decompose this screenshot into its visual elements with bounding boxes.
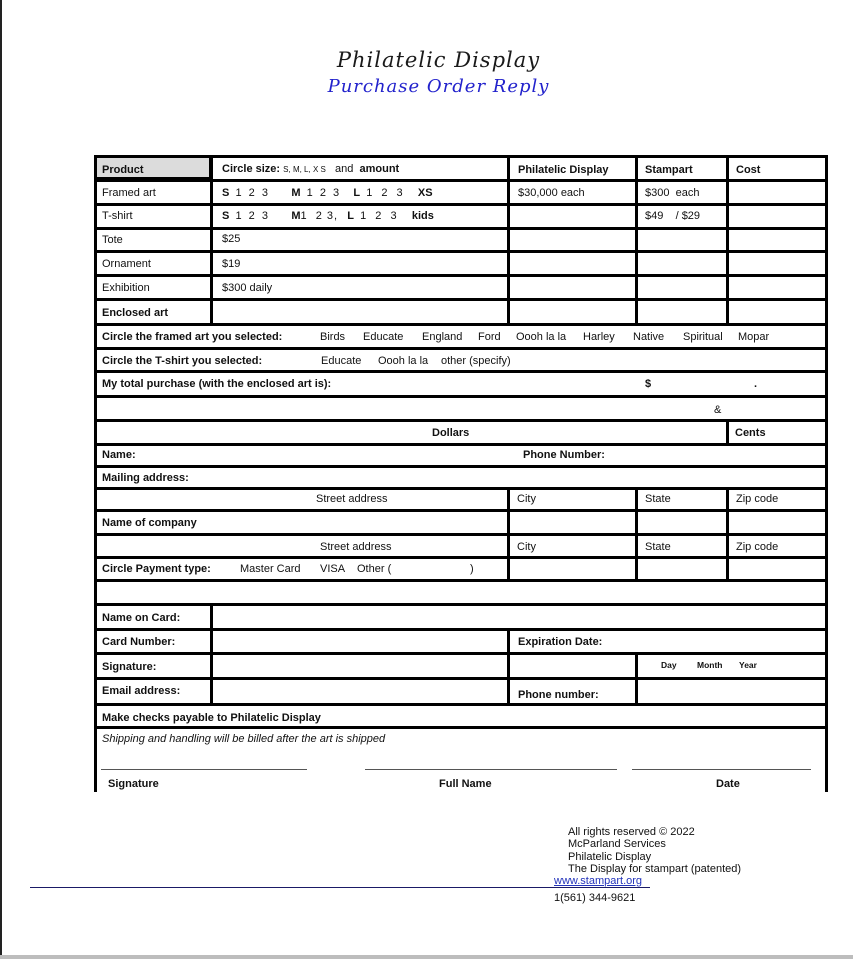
product-ornament: Ornament — [102, 258, 151, 270]
total-label: My total purchase (with the enclosed art is): — [102, 378, 332, 390]
dollar-sign: $ — [645, 378, 652, 390]
size-l[interactable]: L — [353, 187, 361, 199]
and-text: and — [335, 163, 354, 175]
document-subtitle: Purchase Order Reply — [327, 76, 550, 97]
city-field[interactable] — [510, 512, 635, 533]
row-line — [94, 274, 828, 277]
date-caption: Date — [716, 778, 740, 790]
phone-number-field[interactable] — [615, 446, 825, 465]
row-line — [94, 703, 828, 706]
row-line — [94, 370, 828, 373]
table-left-border — [94, 155, 97, 792]
framed-art-option[interactable]: Ford — [478, 331, 501, 343]
framed-art-stampart-price: $300 each — [645, 187, 700, 199]
row-line — [94, 556, 828, 559]
product-enclosed-art: Enclosed art — [102, 307, 169, 319]
signature-label: Signature: — [102, 661, 157, 673]
expiration-month-label: Month — [697, 660, 723, 670]
size-kids[interactable]: kids — [411, 210, 434, 222]
framed-art-option[interactable]: Birds — [320, 331, 346, 343]
payment-type-label: Circle Payment type: — [102, 563, 211, 575]
size-l[interactable]: L — [347, 210, 354, 222]
signature-line — [101, 769, 307, 770]
row-line — [94, 250, 828, 253]
framed-art-option[interactable]: England — [422, 331, 463, 343]
tote-price: $25 — [222, 233, 241, 245]
product-tshirt: T-shirt — [102, 210, 133, 222]
card-number-field[interactable] — [213, 631, 507, 652]
tshirt-selection-label: Circle the T-shirt you selected: — [102, 355, 263, 367]
date-line — [632, 769, 811, 770]
column-line — [507, 487, 510, 579]
row-line — [94, 579, 828, 582]
shipping-note: Shipping and handling will be billed after the art is shipped — [102, 733, 386, 745]
column-line — [507, 155, 510, 325]
header-philatelic-display: Philatelic Display — [518, 164, 609, 176]
circle-size-options: S, M, L, X S — [283, 165, 326, 174]
payment-other-close-paren: ) — [470, 563, 474, 575]
dollars-label: Dollars — [432, 427, 470, 439]
company-zip-code-label: Zip code — [736, 541, 779, 553]
row-line — [94, 298, 828, 301]
page-bottom-edge — [0, 955, 853, 959]
payment-option-visa[interactable]: VISA — [320, 563, 346, 575]
decimal-point: . — [754, 378, 758, 390]
column-line — [635, 487, 638, 579]
row-line — [94, 155, 828, 158]
expiration-date-label: Expiration Date: — [518, 636, 603, 648]
tshirt-sizes[interactable] — [222, 210, 434, 223]
full-name-line — [365, 769, 617, 770]
ornament-price: $19 — [222, 258, 241, 270]
framed-art-option[interactable]: Native — [633, 331, 665, 343]
mailing-address-label: Mailing address: — [102, 472, 189, 484]
size-m[interactable]: M — [291, 210, 301, 222]
name-on-card-field[interactable] — [213, 606, 825, 628]
qty-s[interactable]: 1 2 3 — [235, 187, 270, 199]
street-address-label: Street address — [316, 493, 388, 505]
header-cost: Cost — [736, 164, 761, 176]
qty-l[interactable]: 1 2 3 — [366, 187, 406, 199]
card-number-label: Card Number: — [102, 636, 176, 648]
ampersand: & — [714, 404, 722, 416]
document-title: Philatelic Display — [336, 48, 541, 72]
phone-number-label: Phone Number: — [523, 449, 605, 461]
exhibition-price: $300 daily — [222, 282, 273, 294]
size-s[interactable]: S — [222, 210, 230, 222]
size-m[interactable]: M — [291, 187, 301, 199]
product-framed-art: Framed art — [102, 187, 156, 199]
row-line — [94, 487, 828, 490]
amount-text: amount — [359, 163, 400, 175]
row-line — [94, 323, 828, 326]
table-right-border — [825, 155, 828, 792]
header-circle-size — [222, 163, 399, 176]
tshirt-stampart-price: $49 / $29 — [645, 210, 701, 222]
state-label: State — [645, 493, 671, 505]
company-city-label: City — [517, 541, 536, 553]
card-phone-number-label: Phone number: — [518, 689, 599, 701]
zip-code-label: Zip code — [736, 493, 779, 505]
full-name-caption: Full Name — [439, 778, 492, 790]
footer-phone: 1(561) 344-9621 — [554, 892, 636, 904]
product-tote: Tote — [102, 234, 123, 246]
header-stampart: Stampart — [645, 164, 693, 176]
framed-art-sizes[interactable] — [222, 187, 433, 200]
framed-art-option[interactable]: Mopar — [738, 331, 770, 343]
expiration-day-label: Day — [661, 660, 677, 670]
expiration-year-label: Year — [739, 660, 757, 670]
card-phone-number-field[interactable] — [638, 680, 825, 703]
column-line — [210, 155, 213, 325]
zip-code-field[interactable] — [729, 512, 825, 533]
company-state-label: State — [645, 541, 671, 553]
column-line — [507, 628, 510, 704]
column-line — [635, 155, 638, 325]
framed-art-option[interactable]: Spiritual — [683, 331, 723, 343]
footer-tagline: The Display for stampart (patented) — [568, 863, 742, 875]
footer-rights: All rights reserved © 2022 — [568, 826, 695, 838]
cents-label: Cents — [735, 427, 766, 439]
framed-art-option[interactable]: Oooh la la — [516, 331, 567, 343]
column-line — [726, 419, 729, 444]
tshirt-option[interactable]: Educate — [321, 355, 362, 367]
qty-l[interactable]: 1 2 3 — [360, 210, 400, 222]
tshirt-option[interactable]: other (specify) — [441, 355, 511, 367]
tshirt-option[interactable]: Oooh la la — [378, 355, 429, 367]
footer-product: Philatelic Display — [568, 851, 652, 863]
row-line — [94, 179, 828, 182]
size-xs[interactable]: XS — [417, 187, 433, 199]
checks-payable-note: Make checks payable to Philatelic Display — [102, 712, 321, 724]
product-exhibition: Exhibition — [102, 282, 150, 294]
framed-art-philatelic-price: $30,000 each — [518, 187, 585, 199]
footer-website-link[interactable]: www.stampart.org — [554, 875, 643, 887]
qty-m[interactable]: 1 2 3, — [300, 210, 339, 222]
signature-caption: Signature — [108, 778, 159, 790]
column-line — [726, 155, 729, 325]
signature-field[interactable] — [213, 655, 507, 677]
payment-option-other[interactable]: Other ( — [357, 563, 392, 575]
street-address-field[interactable] — [97, 512, 507, 533]
column-line — [726, 487, 729, 579]
size-s[interactable]: S — [222, 187, 230, 199]
framed-art-option[interactable]: Educate — [363, 331, 404, 343]
email-address-label: Email address: — [102, 685, 181, 697]
name-on-card-label: Name on Card: — [102, 612, 181, 624]
footer-divider — [30, 887, 650, 888]
row-line — [94, 347, 828, 350]
row-line — [94, 533, 828, 536]
row-line — [94, 726, 828, 729]
qty-s[interactable]: 1 2 3 — [235, 210, 270, 222]
footer-company: McParland Services — [568, 838, 666, 850]
circle-size-label: Circle size: — [222, 163, 281, 175]
row-line — [94, 203, 828, 206]
row-line — [94, 227, 828, 230]
company-street-address-label: Street address — [320, 541, 392, 553]
payment-option-mastercard[interactable]: Master Card — [240, 563, 301, 575]
page-left-edge — [0, 0, 2, 959]
row-line — [94, 419, 828, 422]
name-label: Name: — [102, 449, 136, 461]
qty-m[interactable]: 1 2 3 — [306, 187, 342, 199]
email-address-field[interactable] — [213, 680, 507, 703]
header-product: Product — [102, 164, 144, 176]
row-line — [94, 465, 828, 468]
state-field[interactable] — [638, 512, 726, 533]
framed-art-option[interactable]: Harley — [583, 331, 615, 343]
name-field[interactable] — [140, 446, 510, 465]
company-name-label: Name of company — [102, 517, 197, 529]
city-label: City — [517, 493, 536, 505]
framed-art-selection-label: Circle the framed art you selected: — [102, 331, 283, 343]
